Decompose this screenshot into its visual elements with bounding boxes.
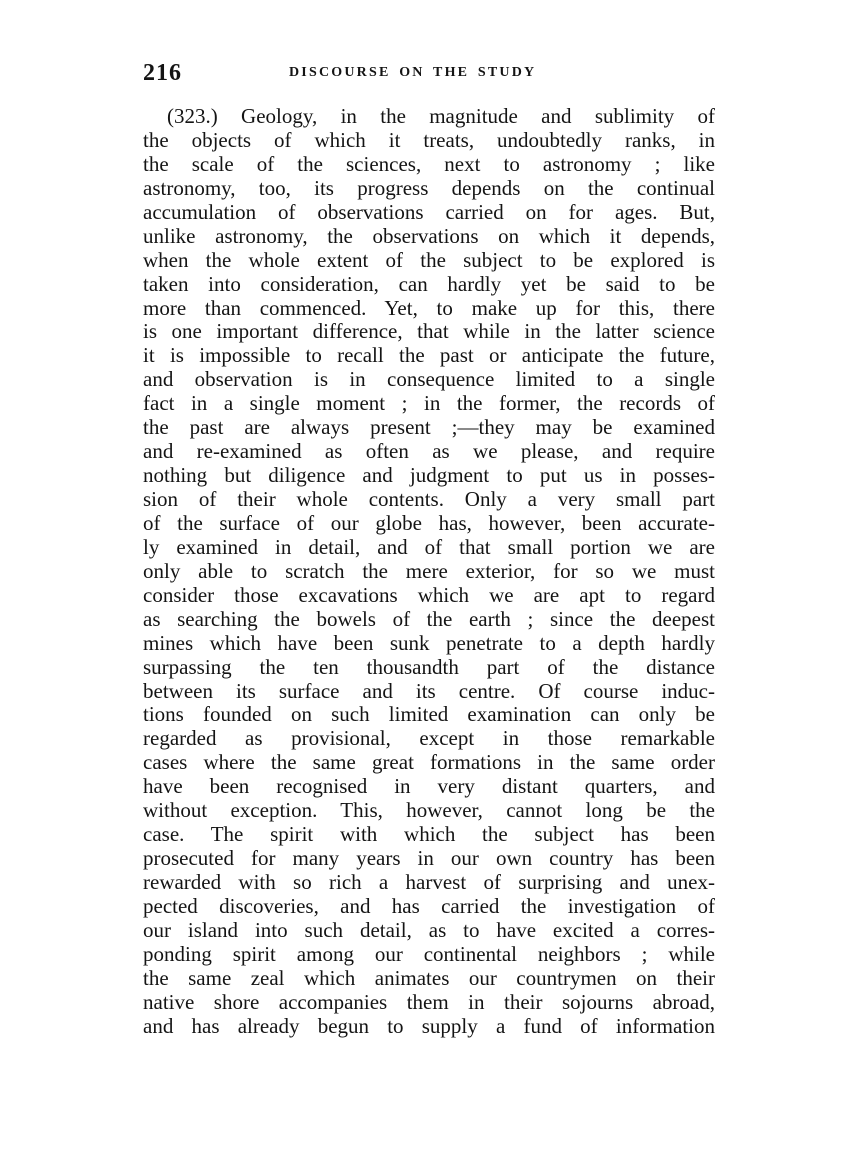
text-line: rewarded with so rich a harvest of surprising and unex- xyxy=(143,870,715,894)
text-line: regarded as provisional, except in those remarkable xyxy=(143,726,715,751)
text-line: mines which have been sunk penetrate to a depth hardly xyxy=(143,630,715,655)
text-line: is one important difference, that while in the latter science xyxy=(143,319,715,344)
text-line: prosecuted for many years in our own country has been xyxy=(143,846,715,871)
paragraph-323 xyxy=(143,105,715,1039)
text-line: surpassing the ten thousandth part of the distance xyxy=(143,654,715,679)
text-line: of the surface of our globe has, however, been accurate- xyxy=(143,510,715,535)
text-line: pected discoveries, and has carried the investigation of xyxy=(143,893,715,918)
page-number: 216 xyxy=(143,60,182,86)
text-line: nothing but diligence and judgment to put us in posses- xyxy=(143,463,715,488)
text-line: native shore accompanies them in their sojourns abroad, xyxy=(143,989,715,1014)
text-line: accumulation of observations carried on for ages. But, xyxy=(143,199,715,224)
text-line: the scale of the sciences, next to astronomy ; like xyxy=(143,151,715,176)
text-line: tions founded on such limited examination can only be xyxy=(143,702,715,727)
text-line: ponding spirit among our continental neighbors ; while xyxy=(143,941,715,966)
running-header xyxy=(143,60,715,90)
text-line: taken into consideration, can hardly yet be said to be xyxy=(143,271,715,296)
text-line: (323.) Geology, in the magnitude and sublimity of xyxy=(167,104,715,128)
text-line: have been recognised in very distant quarters, and xyxy=(143,774,715,799)
text-line: the objects of which it treats, undoubtedly ranks, in xyxy=(143,127,715,152)
text-line: and observation is in consequence limited to a single xyxy=(143,367,715,392)
text-line: it is impossible to recall the past or anticipate the future, xyxy=(143,343,715,368)
text-line: sion of their whole contents. Only a very small part xyxy=(143,487,715,511)
text-line: ly examined in detail, and of that small portion we are xyxy=(143,534,715,559)
text-line: cases where the same great formations in the same order xyxy=(143,750,715,775)
text-line: astronomy, too, its progress depends on the continual xyxy=(143,175,715,200)
text-line: and has already begun to supply a fund of information xyxy=(143,1013,715,1038)
text-line: when the whole extent of the subject to be explored is xyxy=(143,247,715,272)
text-line: unlike astronomy, the observations on which it depends, xyxy=(143,223,715,248)
text-line: fact in a single moment ; in the former, the records of xyxy=(143,391,715,416)
text-line: consider those excavations which we are apt to regard xyxy=(143,582,715,607)
text-line: between its surface and its centre. Of course induc- xyxy=(143,678,715,703)
text-line: the past are always present ;—they may be examined xyxy=(143,415,715,440)
text-line: our island into such detail, as to have excited a corres- xyxy=(143,917,715,942)
text-line: without exception. This, however, cannot long be the xyxy=(143,798,715,823)
text-line: the same zeal which animates our countrymen on their xyxy=(143,965,715,990)
text-line: as searching the bowels of the earth ; since the deepest xyxy=(143,606,715,631)
running-title: DISCOURSE ON THE STUDY xyxy=(289,65,537,80)
text-line: more than commenced. Yet, to make up for this, there xyxy=(143,295,715,320)
text-line: only able to scratch the mere exterior, for so we must xyxy=(143,558,715,583)
text-line: and re-examined as often as we please, and require xyxy=(143,439,715,464)
text-line: case. The spirit with which the subject has been xyxy=(143,822,715,847)
